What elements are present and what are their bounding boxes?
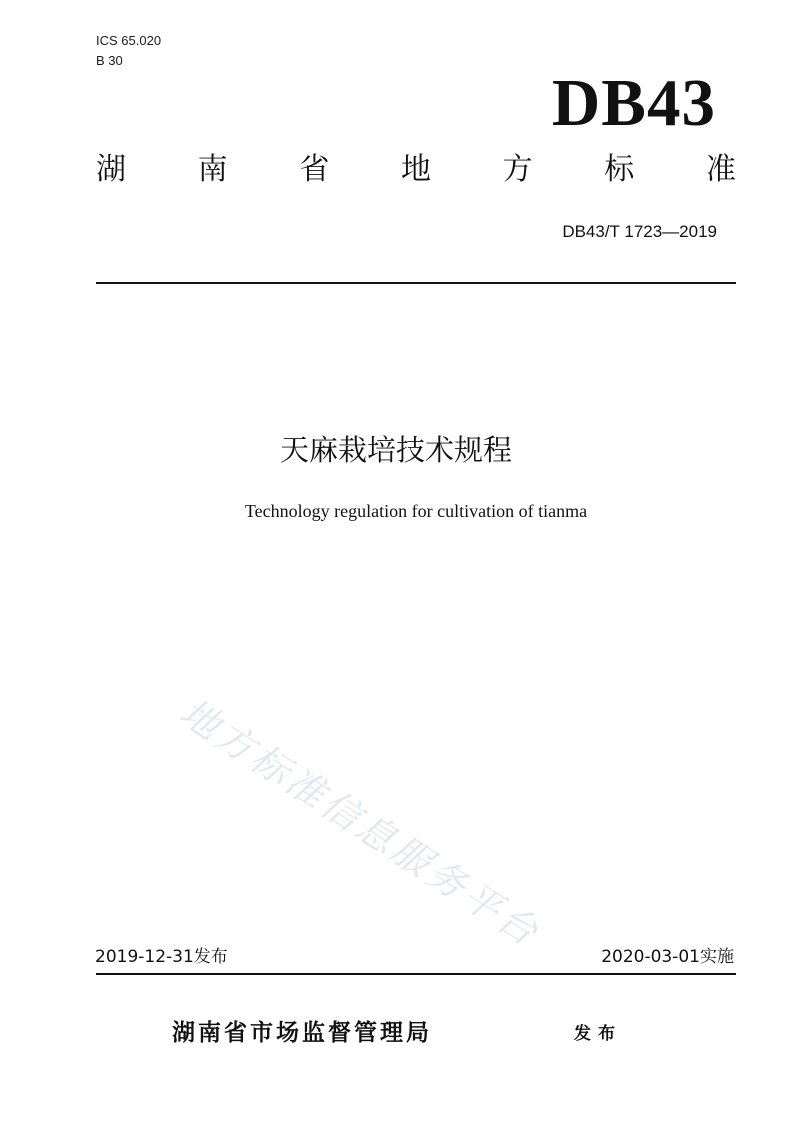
classification-codes bbox=[96, 31, 161, 71]
standard-type-title bbox=[96, 148, 736, 192]
document-title-cn: 天麻栽培技术规程 bbox=[279, 433, 512, 467]
standard-code-logo: DB43 bbox=[551, 66, 716, 140]
publish-label: 发布 bbox=[574, 1024, 622, 1044]
standard-type-char: 方 bbox=[502, 152, 533, 187]
standard-type-char: 省 bbox=[299, 152, 330, 187]
document-title-en: Technology regulation for cultivation of tianma bbox=[244, 501, 588, 521]
watermark: 地方标准信息服务平台 bbox=[172, 690, 549, 956]
standard-number: DB43/T 1723—2019 bbox=[562, 222, 717, 241]
issue-date: 2019-12-31发布 bbox=[95, 947, 228, 967]
standard-type-char: 标 bbox=[604, 152, 635, 187]
standard-type-char: 湖 bbox=[96, 152, 126, 187]
ics-code: ICS 65.020 bbox=[96, 33, 162, 48]
bottom-divider bbox=[96, 973, 736, 975]
standard-type-char: 准 bbox=[705, 152, 736, 187]
standard-type-char: 地 bbox=[400, 152, 431, 187]
publisher-name: 湖南省市场监督管理局 bbox=[172, 1020, 432, 1046]
standard-type-char: 南 bbox=[197, 152, 228, 187]
implementation-date: 2020-03-01实施 bbox=[601, 947, 734, 967]
top-divider bbox=[96, 282, 736, 284]
ccs-code: B 30 bbox=[96, 53, 123, 68]
